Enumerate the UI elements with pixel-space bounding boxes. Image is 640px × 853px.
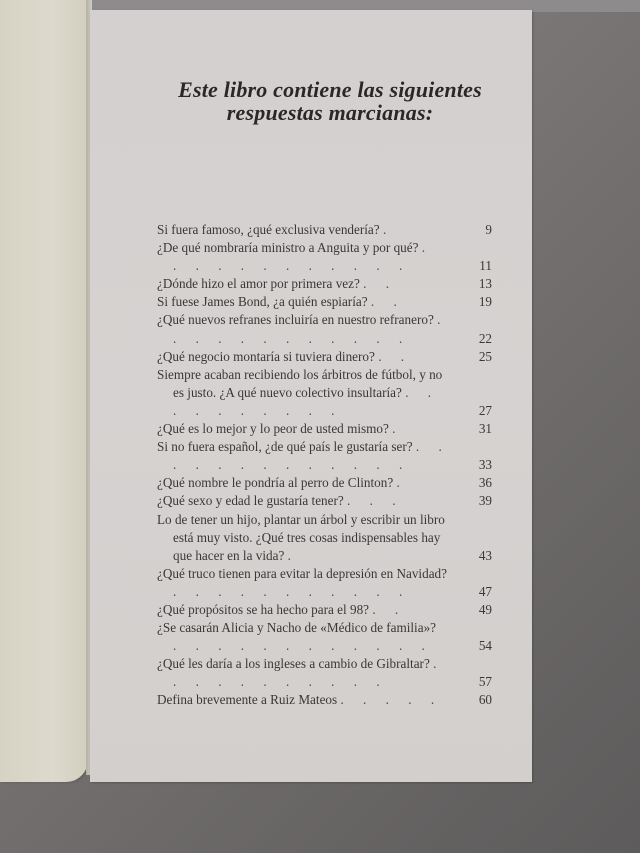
dot-leader: . . . . . . . . . . . . xyxy=(173,638,433,654)
dot-leader: . . xyxy=(370,294,405,310)
title-line-2: respuestas marcianas: xyxy=(226,100,434,125)
dot-leader: . xyxy=(396,475,408,491)
entry-text: Lo de tener un hijo, plantar un árbol y escribir un libro está muy visto. ¿Qué tres cosas indispensables hay que hacer en la vida? xyxy=(157,511,445,563)
entry-page-number: 39 xyxy=(478,493,492,509)
entry-text: ¿Qué propósitos se ha hecho para el 98? xyxy=(157,601,370,617)
toc-entry xyxy=(157,601,492,619)
toc-entry xyxy=(157,239,492,275)
toc-entry xyxy=(157,474,492,492)
entry-text: ¿Qué es lo mejor y lo peor de usted mismo? xyxy=(157,421,389,437)
entry-text: Si fuese James Bond, ¿a quién espiaría? xyxy=(157,294,368,310)
entry-page-number: 22 xyxy=(478,330,492,346)
dot-leader: . . xyxy=(363,276,398,292)
dot-leader: . . . . . . . . . . . . xyxy=(173,240,434,274)
entry-page-number: 19 xyxy=(478,294,492,310)
dot-leader: . . xyxy=(372,601,407,617)
toc-entry xyxy=(157,655,492,691)
entry-page-number: 13 xyxy=(478,276,492,292)
entry-page-number: 33 xyxy=(478,457,492,473)
dot-leader: . xyxy=(392,421,404,437)
toc-entry xyxy=(157,311,492,347)
book-page xyxy=(90,10,532,782)
toc-entry xyxy=(157,420,492,438)
entry-text: ¿Qué nuevos refranes incluiría en nuestro refranero? xyxy=(157,312,434,328)
entry-text: ¿Qué truco tienen para evitar la depresión en Navidad? xyxy=(157,565,447,581)
entry-text: Si fuera famoso, ¿qué exclusiva vendería? xyxy=(157,222,380,237)
entry-text: ¿Qué nombre le pondría al perro de Clinton? xyxy=(157,475,394,491)
title-line-1: Este libro contiene las siguientes xyxy=(178,77,482,102)
toc-entry xyxy=(157,348,492,366)
left-page-edge xyxy=(0,0,88,782)
dot-leader: . . . . . . . . . . . xyxy=(173,656,445,690)
dot-leader: . xyxy=(287,547,299,563)
toc-entry xyxy=(157,691,492,709)
entry-text: ¿Qué sexo y edad le gustaría tener? xyxy=(157,493,344,509)
toc-entry xyxy=(157,293,492,311)
dot-leader: . xyxy=(382,222,395,237)
entry-page-number: 25 xyxy=(478,348,492,364)
entry-page-number: 31 xyxy=(478,421,492,437)
dot-leader: . . . . . xyxy=(340,692,443,708)
dot-leader: . . . . . . . . . . . . . xyxy=(173,439,450,473)
dot-leader: . . . . . . . . . . . . xyxy=(173,312,449,346)
dot-leader: . . . xyxy=(347,493,404,509)
dot-leader: . . . . . . . . . . xyxy=(173,384,440,418)
entry-page-number: 47 xyxy=(478,583,492,599)
toc-entry xyxy=(157,275,492,293)
entry-page-number: 57 xyxy=(478,674,492,690)
entry-page-number: 9 xyxy=(485,222,492,237)
entry-page-number: 43 xyxy=(478,547,492,563)
toc-entry xyxy=(157,492,492,510)
table-of-contents xyxy=(157,221,492,710)
entry-page-number: 36 xyxy=(478,475,492,491)
toc-entry xyxy=(157,511,492,565)
dot-leader: . . . . . . . . . . . xyxy=(173,583,411,599)
toc-entry xyxy=(157,366,492,420)
toc-entry xyxy=(157,619,492,655)
entry-page-number: 27 xyxy=(478,402,492,418)
entry-text: ¿De qué nombraría ministro a Anguita y por qué? xyxy=(157,240,419,256)
entry-text: ¿Qué les daría a los ingleses a cambio de Gibraltar? xyxy=(157,656,430,672)
toc-entry xyxy=(157,438,492,474)
entry-page-number: 60 xyxy=(478,692,492,708)
page-title xyxy=(90,78,532,124)
entry-text: Defina brevemente a Ruiz Mateos xyxy=(157,692,338,708)
entry-text: ¿Se casarán Alicia y Nacho de «Médico de familia»? xyxy=(157,620,437,636)
entry-text: ¿Qué negocio montaría si tuviera dinero? xyxy=(157,348,375,364)
entry-page-number: 49 xyxy=(478,601,492,617)
toc-entry xyxy=(157,221,492,239)
entry-text: Si no fuera español, ¿de qué país le gustaría ser? xyxy=(157,439,413,455)
entry-page-number: 11 xyxy=(479,258,492,274)
entry-page-number: 54 xyxy=(478,638,492,654)
entry-text: ¿Dónde hizo el amor por primera vez? xyxy=(157,276,360,292)
entry-text: Siempre acaban recibiendo los árbitros de fútbol, y no es justo. ¿A qué nuevo colectivo insultaría? xyxy=(157,366,443,400)
dot-leader: . . xyxy=(378,348,413,364)
toc-entry xyxy=(157,565,492,601)
